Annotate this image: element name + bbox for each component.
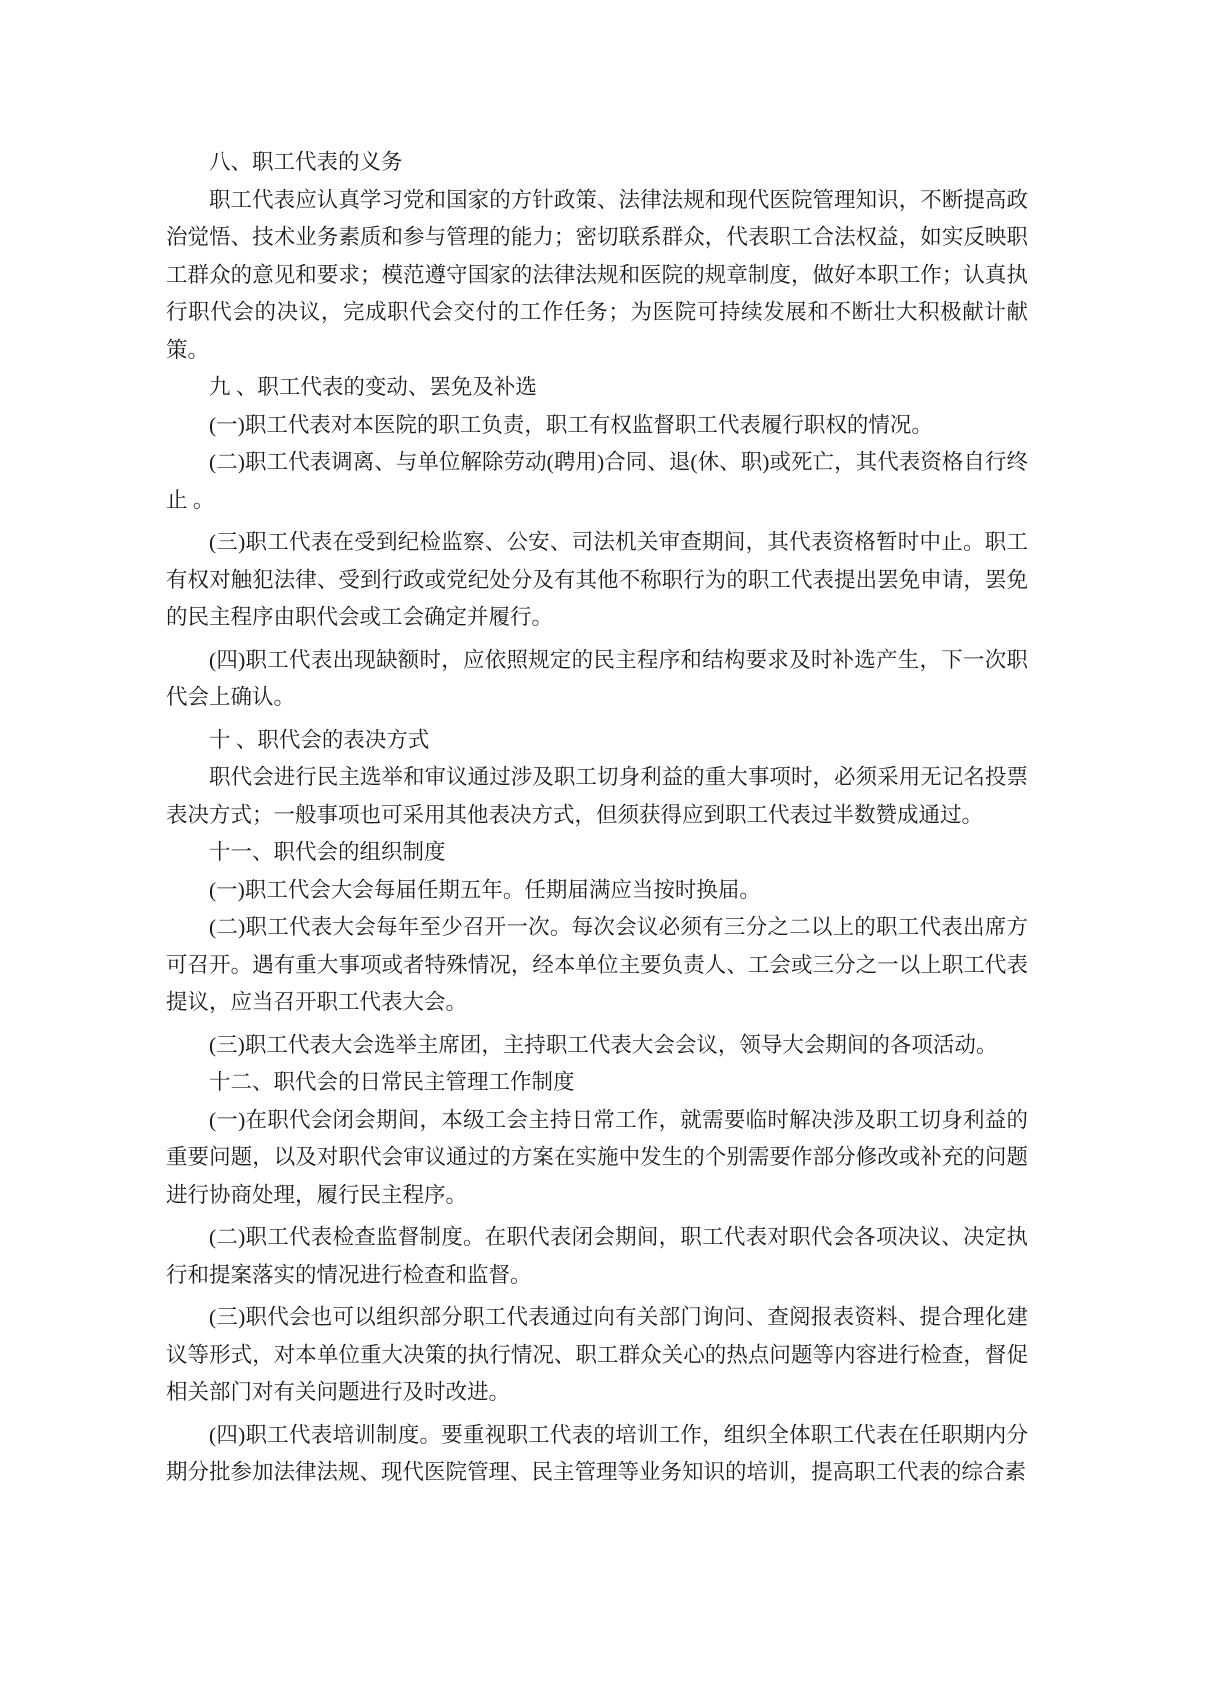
paragraph: (四)职工代表培训制度。要重视职工代表的培训工作，组织全体职工代表在任职期内分期分批参加法律法规、现代医院管理、民主管理等业务知识的培训，提高职工代表的综合素 <box>166 1422 1028 1484</box>
paragraph: 职工代表应认真学习党和国家的方针政策、法律法规和现代医院管理知识，不断提高政治觉悟、技术业务素质和参与管理的能力；密切联系群众，代表职工合法权益，如实反映职工群众的意见和要求；模范遵守国家的法律法规和医院的规章制度，做好本职工作；认真执行职代会的决议，完成职代会交付的工作任务；为医院可持续发展和不断壮大积极献计献策。 <box>166 187 1028 362</box>
paragraph: (三)职代会也可以组织部分职工代表通过向有关部门询问、查阅报表资料、提合理化建议等形式，对本单位重大决策的执行情况、职工群众关心的热点问题等内容进行检查，督促相关部门对有关问题进行及时改进。 <box>166 1305 1028 1404</box>
paragraph: (一)职工代表对本医院的职工负责，职工有权监督职工代表履行职权的情况。 <box>209 412 933 437</box>
paragraph: (三)职工代表大会选举主席团，主持职工代表大会会议，领导大会期间的各项活动。 <box>209 1032 998 1057</box>
paragraph: (一)职工代会大会每届任期五年。任期届满应当按时换届。 <box>209 877 761 902</box>
paragraph: (三)职工代表在受到纪检监察、公安、司法机关审查期间，其代表资格暂时中止。职工有权对触犯法律、受到行政或党纪处分及有其他不称职行为的职工代表提出罢免申请，罢免的民主程序由职代会或工会确定并履行。 <box>166 530 1028 629</box>
section-heading: 八、职工代表的义务 <box>209 150 403 174</box>
section-heading: 十二、职代会的日常民主管理工作制度 <box>209 1070 575 1094</box>
paragraph: (二)职工代表大会每年至少召开一次。每次会议必须有三分之二以上的职工代表出席方可召开。遇有重大事项或者特殊情况，经本单位主要负责人、工会或三分之一以上职工代表提议，应当召开职工代表大会。 <box>166 915 1028 1014</box>
section-heading: 十一、职代会的组织制度 <box>209 840 446 864</box>
paragraph: (二)职工代表调离、与单位解除劳动(聘用)合同、退(休、职)或死亡，其代表资格自行终止 。 <box>166 450 1028 512</box>
paragraph: (一)在职代会闭会期间，本级工会主持日常工作，就需要临时解决涉及职工切身利益的重要问题，以及对职代会审议通过的方案在实施中发生的个别需要作部分修改或补充的问题进行协商处理，履行民主程序。 <box>166 1107 1028 1207</box>
section-heading: 九 、职工代表的变动、罢免及补选 <box>209 375 537 399</box>
section-heading: 十 、职代会的表决方式 <box>209 727 430 752</box>
paragraph: (四)职工代表出现缺额时，应依照规定的民主程序和结构要求及时补选产生，下一次职代会上确认。 <box>166 647 1028 709</box>
paragraph: 职代会进行民主选举和审议通过涉及职工切身利益的重大事项时，必须采用无记名投票表决方式；一般事项也可采用其他表决方式，但须获得应到职工代表过半数赞成通过。 <box>166 765 1028 827</box>
document-body <box>166 144 1028 1492</box>
paragraph: (二)职工代表检查监督制度。在职代表闭会期间，职工代表对职代会各项决议、决定执行和提案落实的情况进行检查和监督。 <box>166 1225 1028 1287</box>
